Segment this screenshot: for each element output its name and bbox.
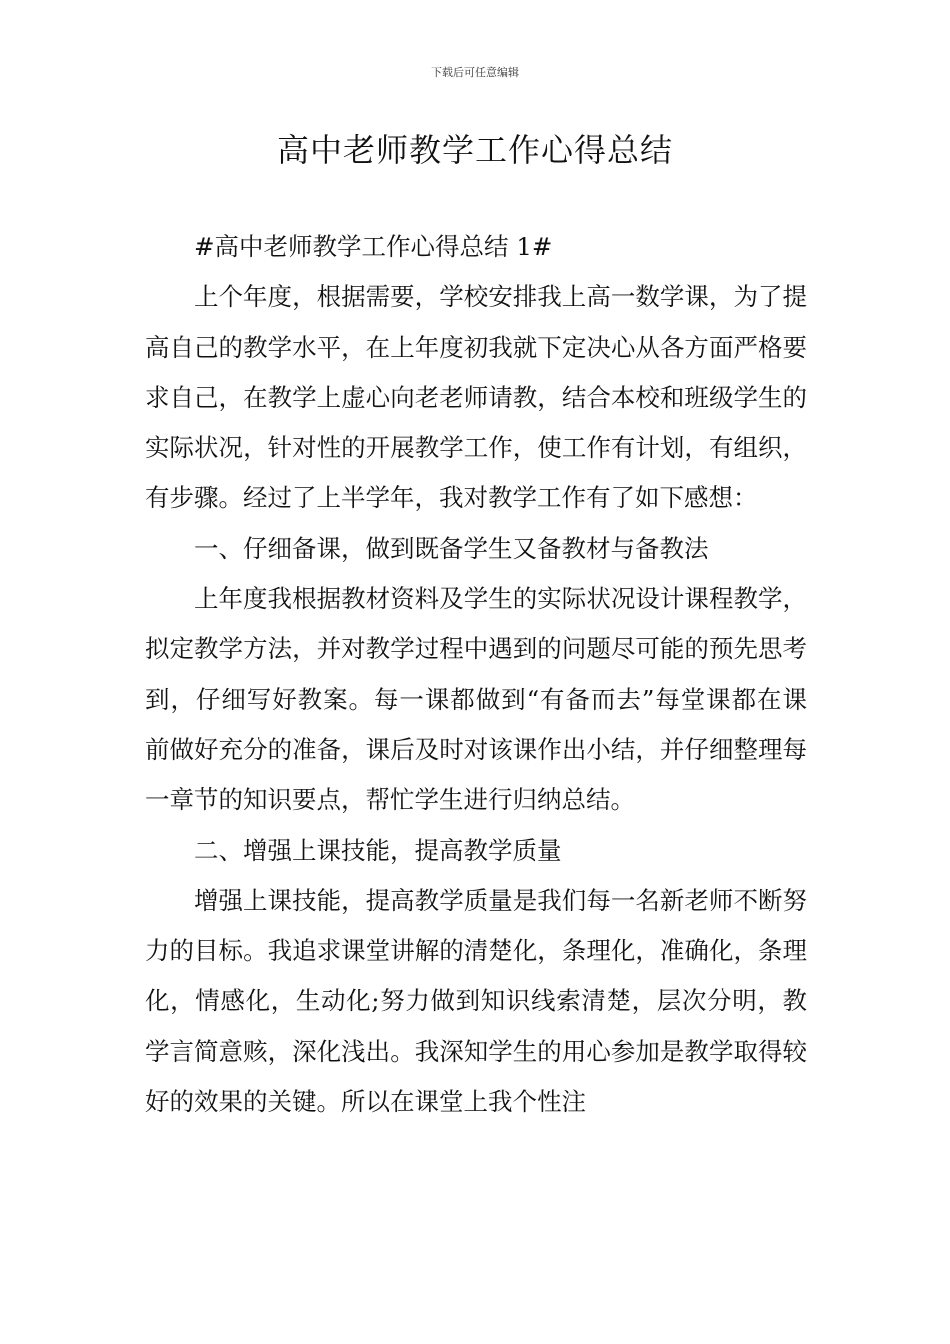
- document-body: [145, 222, 807, 1127]
- section-heading-1: #高中老师教学工作心得总结 1#: [194, 232, 553, 261]
- paragraph-intro: 上个年度，根据需要，学校安排我上高一数学课，为了提高自己的教学水平，在上年度初我就下定决心从各方面严格要求自己，在教学上虚心向老老师请教，结合本校和班级学生的实际状况，针对性的开展教学工作，使工作有计划，有组织，有步骤。经过了上半学年，我对教学工作有了如下感想：: [145, 282, 807, 513]
- header-note: 下载后可任意编辑: [431, 66, 519, 79]
- subheading-preparation: 一、仔细备课，做到既备学生又备教材与备教法: [194, 533, 709, 563]
- paragraph-preparation: 上年度我根据教材资料及学生的实际状况设计课程教学，拟定教学方法，并对教学过程中遇到的问题尽可能的预先思考到，仔细写好教案。每一课都做到“有备而去”每堂课都在课前做好充分的准备，课后及时对该课作出小结，并仔细整理每一章节的知识要点，帮忙学生进行归纳总结。: [145, 584, 807, 815]
- subheading-teaching-skills: 二、增强上课技能，提高教学质量: [194, 835, 562, 865]
- document-title: 高中老师教学工作心得总结: [276, 131, 673, 169]
- paragraph-teaching-skills: 增强上课技能，提高教学质量是我们每一名新老师不断努力的目标。我追求课堂讲解的清楚化，条理化，准确化，条理化，情感化，生动化;努力做到知识线索清楚，层次分明，教学言简意赅，深化浅出。我深知学生的用心参加是教学取得较好的效果的关键。所以在课堂上我个性注: [145, 885, 807, 1117]
